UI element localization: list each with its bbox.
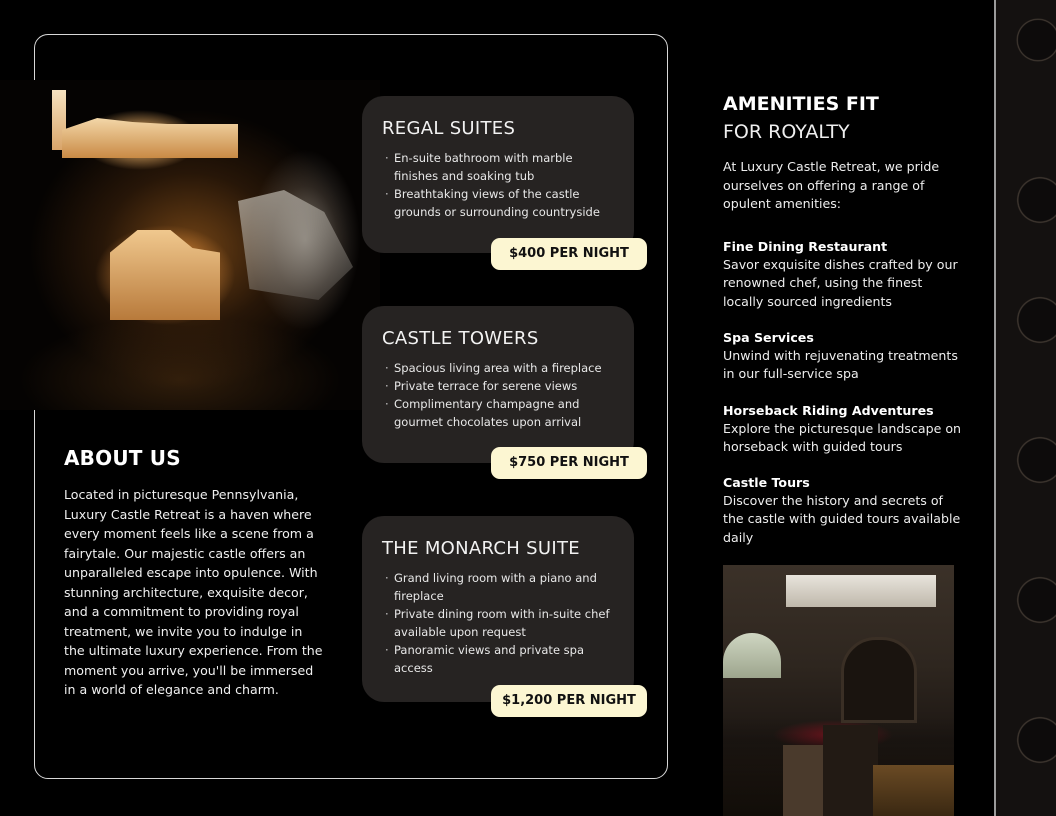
about-text: Located in picturesque Pennsylvania, Luxury Castle Retreat is a haven where every moment feels like a scene from a fairytale. Our majestic castle offers an unparalleled escape into opulence. With stunning architecture, exquisite decor, and a commitment to providing royal treatment, we invite you to indulge in the ultimate luxury experience. From the moment you arrive, you'll be immersed in a world of elegance and charm. (64, 487, 323, 697)
room-feature: · Panoramic views and private spa access (382, 641, 614, 677)
amenity-title: Fine Dining Restaurant (723, 239, 888, 254)
room-card-regal-suites (362, 96, 634, 253)
room-features (382, 569, 614, 677)
amenity-desc: Unwind with rejuvenating treatments in our full-service spa (723, 348, 958, 382)
room-features (382, 149, 614, 221)
amenities-intro: At Luxury Castle Retreat, we pride ourselves on offering a range of opulent amenities: (723, 159, 940, 211)
amenity-desc: Discover the history and secrets of the castle with guided tours available daily (723, 493, 961, 545)
room-title: THE MONARCH SUITE (382, 538, 580, 559)
amenity-horseback (723, 402, 963, 457)
room-feature: · Breathtaking views of the castle grounds or surrounding countryside (382, 185, 614, 221)
cliff-shape (238, 190, 353, 300)
amenity-castle-tours (723, 474, 963, 547)
room-card-monarch-suite (362, 516, 634, 702)
room-feature: · Private dining room with in-suite chef available upon request (382, 605, 614, 641)
price-badge-castle-towers: $750 PER NIGHT (491, 447, 647, 479)
room-feature: · Private terrace for serene views (382, 377, 614, 395)
room-card-castle-towers (362, 306, 634, 463)
room-title: CASTLE TOWERS (382, 328, 539, 349)
decorative-side-strip (994, 0, 1056, 816)
balcony-shape (786, 575, 936, 607)
room-feature: · En-suite bathroom with marble finishes and soaking tub (382, 149, 614, 185)
amenity-title: Castle Tours (723, 475, 810, 490)
floor-shape (873, 765, 954, 816)
amenity-title: Horseback Riding Adventures (723, 403, 934, 418)
dining-room-photo (723, 565, 954, 816)
room-features (382, 359, 614, 431)
stone-arch-shape (841, 637, 917, 723)
price-badge-monarch-suite: $1,200 PER NIGHT (491, 685, 647, 717)
room-feature: · Spacious living area with a fireplace (382, 359, 614, 377)
castle-middle-shape (110, 230, 220, 320)
amenity-desc: Explore the picturesque landscape on horseback with guided tours (723, 421, 962, 455)
amenities-title: AMENITIES FIT (723, 93, 879, 115)
amenity-title: Spa Services (723, 330, 814, 345)
price-badge-regal-suites: $400 PER NIGHT (491, 238, 647, 270)
room-feature: · Complimentary champagne and gourmet chocolates upon arrival (382, 395, 614, 431)
amenity-spa (723, 329, 963, 384)
room-feature: · Grand living room with a piano and fireplace (382, 569, 614, 605)
room-title: REGAL SUITES (382, 118, 516, 139)
chair-shape (783, 745, 823, 816)
amenity-desc: Savor exquisite dishes crafted by our renowned chef, using the finest locally sourced ingredients (723, 257, 958, 309)
arched-window-shape (723, 633, 781, 678)
castle-top-shape (62, 118, 238, 158)
castle-night-photo (0, 80, 380, 410)
about-title: ABOUT US (64, 446, 181, 470)
amenity-fine-dining (723, 238, 963, 311)
chair-shape (823, 725, 878, 816)
amenities-subtitle: FOR ROYALTY (723, 121, 850, 143)
